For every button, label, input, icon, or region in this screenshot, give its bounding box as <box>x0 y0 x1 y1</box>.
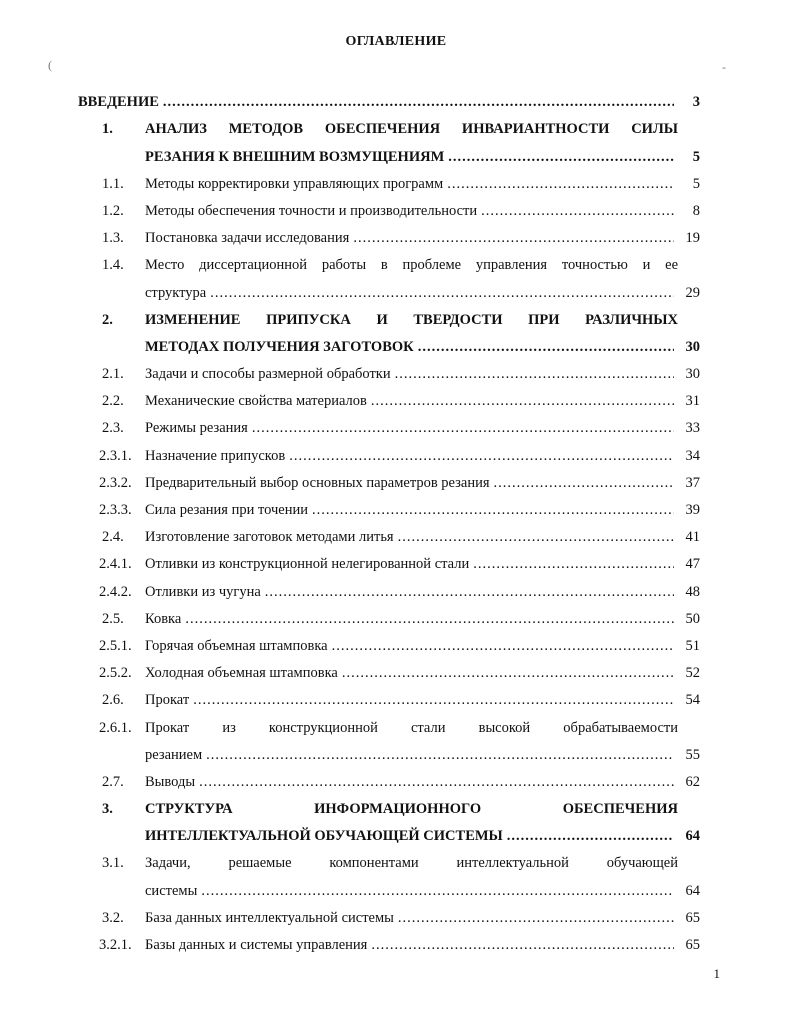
toc-entry-page: 19 <box>685 230 700 247</box>
dot-leader <box>481 203 674 220</box>
toc-entry-page: 52 <box>685 665 700 682</box>
toc-entry-title: Место диссертационной работы в проблеме управления точностью и ее <box>145 257 678 274</box>
toc-entry-page: 64 <box>685 882 700 899</box>
toc-entry <box>78 573 700 600</box>
toc-entry-title: Базы данных и системы управления <box>145 937 368 953</box>
toc-entry <box>78 546 700 573</box>
dot-leader <box>398 529 674 546</box>
dot-leader <box>193 692 674 709</box>
toc-entry-body <box>145 692 678 709</box>
toc-entry-body <box>145 747 678 764</box>
toc-entry-page: 41 <box>685 529 700 546</box>
dot-leader <box>210 285 674 302</box>
toc-entry-title: ИЗМЕНЕНИЕ ПРИПУСКА И ТВЕРДОСТИ ПРИ РАЗЛИЧНЫХ <box>145 311 678 328</box>
toc-entry-title: Отливки из чугуна <box>145 583 261 600</box>
toc-entry-number: 1.1. <box>102 175 124 192</box>
dot-leader <box>332 638 674 655</box>
scan-mark: - <box>722 60 726 74</box>
toc-entry-line <box>78 111 700 138</box>
toc-entry-body <box>145 502 678 519</box>
toc-entry-line <box>78 791 700 818</box>
toc-entry <box>78 628 700 655</box>
dot-leader <box>201 883 674 900</box>
toc-entry <box>78 356 700 383</box>
toc-entry-body <box>145 883 678 900</box>
toc-entry-title: Изготовление заготовок методами литья <box>145 529 394 546</box>
toc-entry-title-continued: системы <box>145 882 198 899</box>
toc-entry <box>78 410 700 437</box>
toc-entry-body <box>145 475 678 492</box>
toc-entry-body <box>145 828 678 845</box>
dot-leader <box>312 502 674 519</box>
toc-entry-page: 65 <box>685 909 700 926</box>
dot-leader <box>265 584 674 601</box>
toc-entry-page: 3 <box>692 94 700 111</box>
toc-entry-number: 1.4. <box>102 257 124 274</box>
toc-entry <box>78 84 700 111</box>
dot-leader <box>371 937 674 954</box>
toc-entry-page: 5 <box>692 148 700 165</box>
toc-entry-number: 2.2. <box>102 393 124 410</box>
toc-entry <box>78 519 700 546</box>
toc-entry-body <box>145 910 678 927</box>
toc-entry-title-continued: МЕТОДАХ ПОЛУЧЕНИЯ ЗАГОТОВОК <box>145 338 414 355</box>
toc-entry-title: Методы корректировки управляющих программ <box>145 175 444 192</box>
dot-leader <box>418 339 674 356</box>
toc-entry-body <box>145 149 678 166</box>
toc-entry-number: 2.1. <box>102 366 124 383</box>
toc-entry-page: 31 <box>685 393 700 410</box>
toc-entry-body <box>145 937 678 954</box>
toc-entry-number: 1. <box>102 121 113 138</box>
toc-entry-body <box>145 203 678 220</box>
dot-leader <box>395 366 674 383</box>
toc-entry <box>78 764 700 791</box>
toc-entry-page: 62 <box>685 773 700 790</box>
toc-entry-body <box>145 855 678 872</box>
toc-entry-line <box>78 329 700 356</box>
toc-entry-title: Отливки из конструкционной нелегированной стали <box>145 556 470 573</box>
toc-entry-title-continued: РЕЗАНИЯ К ВНЕШНИМ ВОЗМУЩЕНИЯМ <box>145 148 445 165</box>
toc-entry-body <box>145 339 678 356</box>
toc-entry-number: 1.2. <box>102 202 124 219</box>
toc-entry-title: Механические свойства материалов <box>145 393 367 410</box>
toc-entry-title: Сила резания при точении <box>145 502 308 518</box>
toc-entry-page: 55 <box>685 746 700 763</box>
toc-entry-line <box>78 818 700 845</box>
toc-entry-body <box>145 720 678 737</box>
toc-entry-number: 2.6.1. <box>99 719 132 736</box>
toc-entry-title: АНАЛИЗ МЕТОДОВ ОБЕСПЕЧЕНИЯ ИНВАРИАНТНОСТИ СИЛЫ <box>145 121 678 138</box>
toc-entry-title: Задачи, решаемые компонентами интеллектуальной обучающей <box>145 855 678 872</box>
toc-entry <box>78 682 700 709</box>
toc-entry <box>78 601 700 628</box>
dot-leader <box>507 828 674 845</box>
toc-entry-number: 2.5. <box>102 610 124 627</box>
toc-entry <box>78 383 700 410</box>
toc-entry-number: 2.4.1. <box>99 556 132 573</box>
toc-entry-number: 2.3.2. <box>99 474 132 491</box>
toc-entry-body <box>145 285 678 302</box>
toc-entry-title: Горячая объемная штамповка <box>145 637 328 654</box>
toc-entry-title: Постановка задачи исследования <box>145 230 350 247</box>
page-title: ОГЛАВЛЕНИЕ <box>345 34 447 49</box>
scan-mark: ( <box>48 58 52 72</box>
toc-entry-line <box>78 247 700 274</box>
toc-entry-page: 34 <box>685 447 700 464</box>
toc-entry-number: 2.5.1. <box>99 637 132 654</box>
toc-entry <box>78 465 700 492</box>
toc-entry-number: 3.2. <box>102 909 124 926</box>
toc-entry <box>78 166 700 193</box>
toc-entry-title-continued: резанием <box>145 746 203 763</box>
toc-entry-title: Ковка <box>145 610 182 627</box>
toc-entry-body <box>145 257 678 274</box>
toc-entry <box>78 220 700 247</box>
toc-entry-page: 30 <box>685 338 700 355</box>
toc-entry-body <box>145 176 678 193</box>
toc-entry-body <box>145 774 678 791</box>
dot-leader <box>199 774 674 791</box>
toc-entry-page: 51 <box>685 637 700 654</box>
dot-leader <box>353 230 674 247</box>
toc-entry-number: 2.4. <box>102 529 124 546</box>
toc-entry-line <box>78 872 700 899</box>
toc-entry-title: Методы обеспечения точности и производительности <box>145 202 478 219</box>
toc-entry-title: ВВЕДЕНИЕ <box>78 94 159 111</box>
toc-entry-title: Режимы резания <box>145 420 248 437</box>
page-number: 1 <box>713 966 720 981</box>
toc-entry-body <box>145 556 678 573</box>
toc-entry-body <box>145 121 678 138</box>
dot-leader <box>371 393 674 410</box>
toc-entry-number: 3.2.1. <box>99 937 132 953</box>
toc-entry-title: Прокат <box>145 692 190 709</box>
toc-entry-number: 1.3. <box>102 230 124 247</box>
toc-entry-title: СТРУКТУРА ИНФОРМАЦИОННОГО ОБЕСПЕЧЕНИЯ <box>145 801 678 818</box>
toc-entry-page: 48 <box>685 583 700 600</box>
toc-entry-page: 47 <box>685 556 700 573</box>
toc-entry <box>78 655 700 682</box>
toc-entry-title: Назначение припусков <box>145 447 286 464</box>
toc-entry-line <box>78 709 700 736</box>
toc-entry <box>78 927 700 954</box>
toc-entry-title: Задачи и способы размерной обработки <box>145 366 391 383</box>
toc-entry-number: 2.4.2. <box>99 583 132 600</box>
toc-entry-number: 2.3. <box>102 420 124 437</box>
toc-entry-body <box>145 312 678 329</box>
toc-entry-body <box>145 366 678 383</box>
toc-entry-body <box>145 584 678 601</box>
toc-entry-page: 30 <box>685 366 700 383</box>
dot-leader <box>473 556 674 573</box>
toc-entry-number: 2.5.2. <box>99 665 132 682</box>
dot-leader <box>289 448 674 465</box>
dot-leader <box>206 747 674 764</box>
toc-entry-title: Выводы <box>145 773 196 790</box>
toc-entry-body <box>145 665 678 682</box>
toc-entry-page: 29 <box>685 284 700 301</box>
toc-entry-body <box>78 94 678 111</box>
toc-entry <box>78 900 700 927</box>
toc-entry-page: 33 <box>685 420 700 437</box>
toc-entry-body <box>145 529 678 546</box>
dot-leader <box>342 665 674 682</box>
toc-entry-line <box>78 274 700 301</box>
toc-entry-page: 37 <box>685 474 700 491</box>
toc-entry-body <box>145 230 678 247</box>
toc-entry-body <box>145 393 678 410</box>
toc-entry <box>78 492 700 519</box>
dot-leader <box>398 910 674 927</box>
toc-entry-number: 2.3.1. <box>99 447 132 464</box>
toc-entry-page: 39 <box>685 502 700 518</box>
toc-entry-line <box>78 845 700 872</box>
toc-entry-body <box>145 638 678 655</box>
dot-leader <box>448 149 674 166</box>
toc-entry-line <box>78 737 700 764</box>
toc-entry-title: Холодная объемная штамповка <box>145 665 338 682</box>
toc-entry-page: 54 <box>685 692 700 709</box>
toc-entry-number: 2.7. <box>102 773 124 790</box>
toc-entry-body <box>145 611 678 628</box>
toc-entry-body <box>145 448 678 465</box>
dot-leader <box>163 94 674 111</box>
toc-entry-number: 2.3.3. <box>99 502 132 518</box>
toc-entry-number: 2. <box>102 311 113 328</box>
toc-entry-body <box>145 420 678 437</box>
toc-entry-title: Предварительный выбор основных параметров резания <box>145 474 490 491</box>
table-of-contents <box>78 84 700 954</box>
toc-entry <box>78 437 700 464</box>
toc-entry-title: Прокат из конструкционной стали высокой обрабатываемости <box>145 719 678 736</box>
toc-entry-number: 3. <box>102 801 113 818</box>
toc-entry-page: 5 <box>692 175 700 192</box>
toc-entry-number: 2.6. <box>102 692 124 709</box>
toc-entry-title: База данных интеллектуальной системы <box>145 909 394 926</box>
dot-leader <box>447 176 674 193</box>
toc-entry-line <box>78 138 700 165</box>
toc-entry-page: 50 <box>685 610 700 627</box>
toc-entry-body <box>145 801 678 818</box>
dot-leader <box>185 611 674 628</box>
toc-entry-line <box>78 302 700 329</box>
toc-entry-title-continued: ИНТЕЛЛЕКТУАЛЬНОЙ ОБУЧАЮЩЕЙ СИСТЕМЫ <box>145 828 503 845</box>
toc-entry-page: 64 <box>685 828 700 845</box>
toc-entry-number: 3.1. <box>102 855 124 872</box>
toc-entry-page: 8 <box>692 202 700 219</box>
dot-leader <box>252 420 674 437</box>
toc-entry <box>78 193 700 220</box>
toc-entry-title-continued: структура <box>145 284 207 301</box>
toc-entry-page: 65 <box>685 937 700 953</box>
dot-leader <box>494 475 674 492</box>
